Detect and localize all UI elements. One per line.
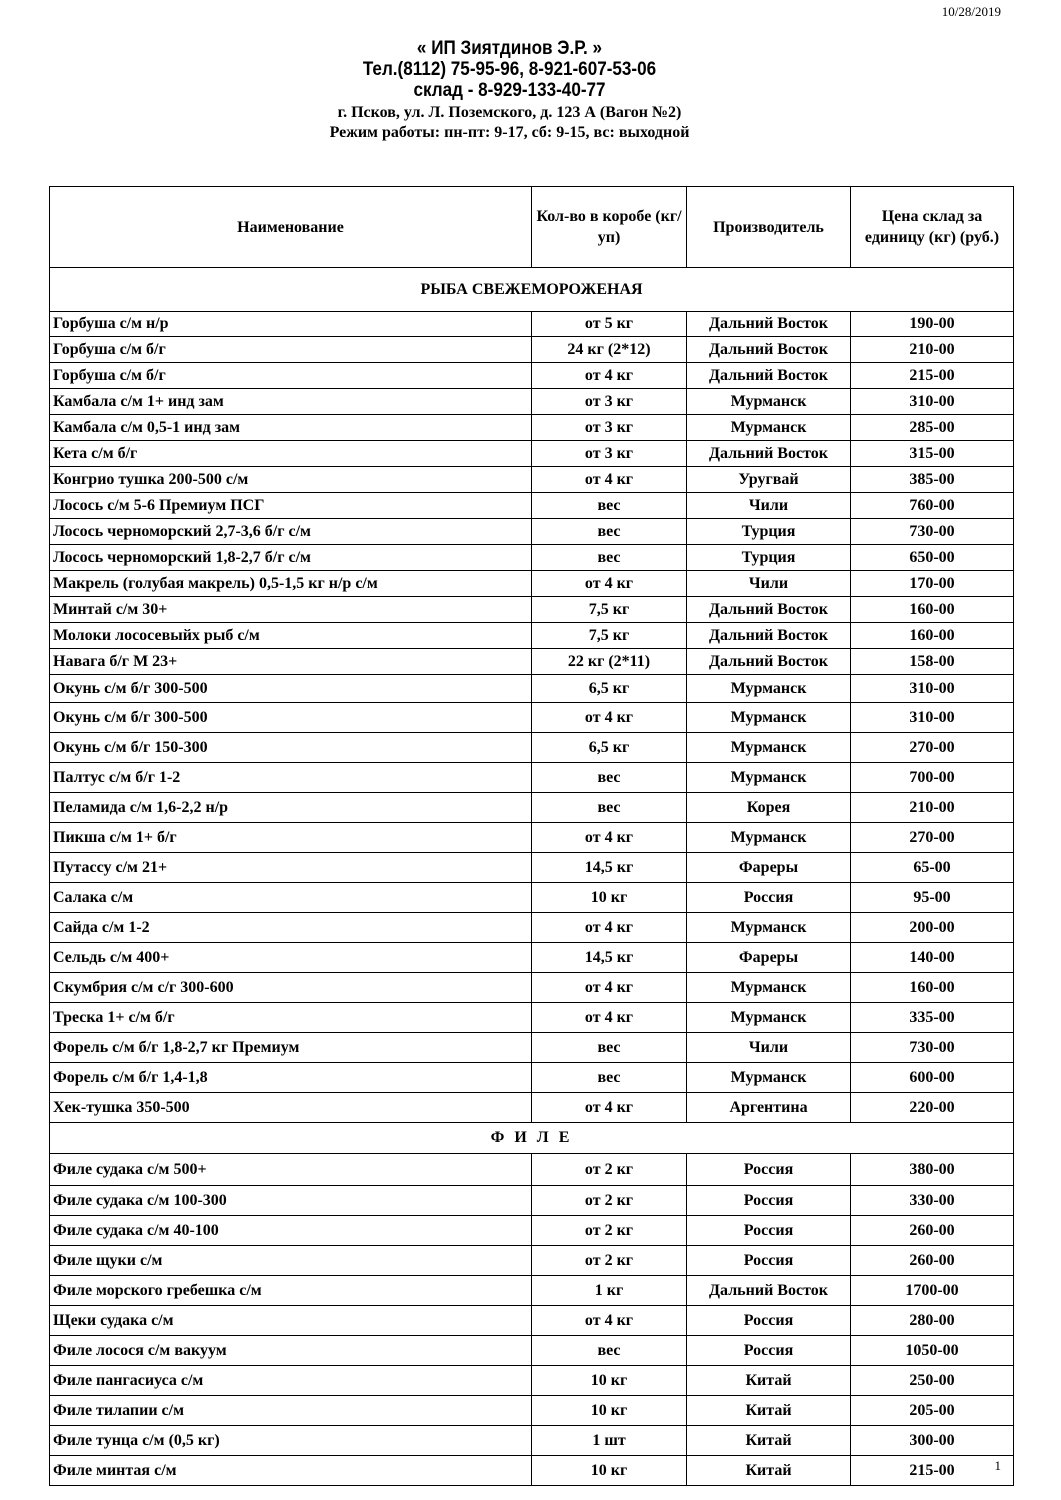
table-row <box>50 312 1014 337</box>
producer: Дальний Восток <box>687 363 851 389</box>
unit-price: 335-00 <box>851 1003 1014 1033</box>
product-name: Сайда с/м 1-2 <box>50 913 532 943</box>
box-quantity: 10 кг <box>532 883 687 913</box>
producer: Мурманск <box>687 733 851 763</box>
header-name: Наименование <box>50 187 532 268</box>
product-name: Кета с/м б/г <box>50 441 532 467</box>
box-quantity: 7,5 кг <box>532 623 687 649</box>
producer: Россия <box>687 1246 851 1276</box>
table-row <box>50 623 1014 649</box>
table-row <box>50 649 1014 675</box>
table-row <box>50 1396 1014 1426</box>
box-quantity: 14,5 кг <box>532 853 687 883</box>
table-row <box>50 1276 1014 1306</box>
product-name: Хек-тушка 350-500 <box>50 1093 532 1123</box>
table-row <box>50 467 1014 493</box>
table-row <box>50 973 1014 1003</box>
print-date: 10/28/2019 <box>941 4 1001 19</box>
product-name: Макрель (голубая макрель) 0,5-1,5 кг н/р с/м <box>50 571 532 597</box>
producer: Фареры <box>687 943 851 973</box>
product-name: Окунь с/м б/г 300-500 <box>50 675 532 703</box>
unit-price: 285-00 <box>851 415 1014 441</box>
table-row <box>50 1093 1014 1123</box>
box-quantity: 24 кг (2*12) <box>532 337 687 363</box>
product-name: Горбуша с/м н/р <box>50 312 532 337</box>
box-quantity: от 4 кг <box>532 823 687 853</box>
box-quantity: от 4 кг <box>532 913 687 943</box>
section-title: Ф И Л Е <box>50 1123 1014 1154</box>
product-name: Лосось черноморский 1,8-2,7 б/г с/м <box>50 545 532 571</box>
section-header-row <box>50 1123 1014 1154</box>
table-row <box>50 1366 1014 1396</box>
producer: Дальний Восток <box>687 597 851 623</box>
table-row <box>50 823 1014 853</box>
producer: Россия <box>687 1306 851 1336</box>
unit-price: 1700-00 <box>851 1276 1014 1306</box>
product-name: Филе судака с/м 40-100 <box>50 1216 532 1246</box>
box-quantity: от 3 кг <box>532 441 687 467</box>
box-quantity: вес <box>532 545 687 571</box>
warehouse-phone: склад - 8-929-133-40-77 <box>413 80 606 101</box>
box-quantity: 14,5 кг <box>532 943 687 973</box>
box-quantity: вес <box>532 1063 687 1093</box>
unit-price: 760-00 <box>851 493 1014 519</box>
table-row <box>50 441 1014 467</box>
box-quantity: от 4 кг <box>532 467 687 493</box>
producer: Китай <box>687 1426 851 1456</box>
unit-price: 160-00 <box>851 597 1014 623</box>
producer: Мурманск <box>687 763 851 793</box>
product-name: Конгрио тушка 200-500 с/м <box>50 467 532 493</box>
table-row <box>50 1336 1014 1366</box>
unit-price: 700-00 <box>851 763 1014 793</box>
unit-price: 650-00 <box>851 545 1014 571</box>
unit-price: 210-00 <box>851 337 1014 363</box>
product-name: Форель с/м б/г 1,4-1,8 <box>50 1063 532 1093</box>
product-name: Окунь с/м б/г 150-300 <box>50 733 532 763</box>
table-row <box>50 1456 1014 1486</box>
box-quantity: 10 кг <box>532 1396 687 1426</box>
table-row <box>50 571 1014 597</box>
box-quantity: от 4 кг <box>532 1093 687 1123</box>
table-row <box>50 597 1014 623</box>
unit-price: 730-00 <box>851 519 1014 545</box>
unit-price: 260-00 <box>851 1246 1014 1276</box>
box-quantity: от 4 кг <box>532 363 687 389</box>
unit-price: 95-00 <box>851 883 1014 913</box>
table-row <box>50 389 1014 415</box>
producer: Турция <box>687 519 851 545</box>
product-name: Сельдь с/м 400+ <box>50 943 532 973</box>
box-quantity: 1 шт <box>532 1426 687 1456</box>
unit-price: 310-00 <box>851 703 1014 733</box>
box-quantity: вес <box>532 519 687 545</box>
unit-price: 250-00 <box>851 1366 1014 1396</box>
product-name: Горбуша с/м б/г <box>50 363 532 389</box>
table-row <box>50 1306 1014 1336</box>
producer: Мурманск <box>687 703 851 733</box>
producer: Дальний Восток <box>687 649 851 675</box>
unit-price: 730-00 <box>851 1033 1014 1063</box>
producer: Корея <box>687 793 851 823</box>
table-row <box>50 763 1014 793</box>
producer: Мурманск <box>687 1003 851 1033</box>
table-row <box>50 733 1014 763</box>
producer: Дальний Восток <box>687 441 851 467</box>
box-quantity: 22 кг (2*11) <box>532 649 687 675</box>
unit-price: 310-00 <box>851 675 1014 703</box>
box-quantity: от 4 кг <box>532 1306 687 1336</box>
box-quantity: от 2 кг <box>532 1216 687 1246</box>
box-quantity: от 4 кг <box>532 973 687 1003</box>
box-quantity: от 2 кг <box>532 1246 687 1276</box>
unit-price: 300-00 <box>851 1426 1014 1456</box>
product-name: Щеки судака с/м <box>50 1306 532 1336</box>
product-name: Скумбрия с/м с/г 300-600 <box>50 973 532 1003</box>
product-name: Палтус с/м б/г 1-2 <box>50 763 532 793</box>
box-quantity: 1 кг <box>532 1276 687 1306</box>
unit-price: 158-00 <box>851 649 1014 675</box>
producer: Россия <box>687 1336 851 1366</box>
producer: Мурманск <box>687 913 851 943</box>
producer: Дальний Восток <box>687 337 851 363</box>
product-name: Окунь с/м б/г 300-500 <box>50 703 532 733</box>
box-quantity: от 2 кг <box>532 1186 687 1216</box>
section-title: РЫБА СВЕЖЕМОРОЖЕНАЯ <box>50 268 1014 312</box>
producer: Дальний Восток <box>687 1276 851 1306</box>
unit-price: 200-00 <box>851 913 1014 943</box>
product-name: Навага б/г М 23+ <box>50 649 532 675</box>
unit-price: 280-00 <box>851 1306 1014 1336</box>
header-maker: Производитель <box>687 187 851 268</box>
table-row <box>50 703 1014 733</box>
producer: Мурманск <box>687 415 851 441</box>
price-table <box>49 186 1014 1486</box>
unit-price: 1050-00 <box>851 1336 1014 1366</box>
product-name: Филе тунца с/м (0,5 кг) <box>50 1426 532 1456</box>
unit-price: 215-00 <box>851 1456 1014 1486</box>
table-header-row <box>50 187 1014 268</box>
box-quantity: от 4 кг <box>532 703 687 733</box>
table-row <box>50 1426 1014 1456</box>
producer: Мурманск <box>687 675 851 703</box>
box-quantity: 6,5 кг <box>532 733 687 763</box>
producer: Дальний Восток <box>687 312 851 337</box>
box-quantity: вес <box>532 1033 687 1063</box>
header-price: Цена склад за единицу (кг) (руб.) <box>851 187 1014 268</box>
box-quantity: от 4 кг <box>532 571 687 597</box>
unit-price: 210-00 <box>851 793 1014 823</box>
address-line: г. Псков, ул. Л. Поземского, д. 123 А (Вагон №2) <box>337 104 682 121</box>
producer: Турция <box>687 545 851 571</box>
table-row <box>50 1216 1014 1246</box>
page-number: 1 <box>994 1458 1001 1473</box>
box-quantity: вес <box>532 793 687 823</box>
unit-price: 160-00 <box>851 973 1014 1003</box>
producer: Чили <box>687 1033 851 1063</box>
unit-price: 385-00 <box>851 467 1014 493</box>
table-row <box>50 363 1014 389</box>
table-row <box>50 675 1014 703</box>
unit-price: 215-00 <box>851 363 1014 389</box>
unit-price: 270-00 <box>851 733 1014 763</box>
table-row <box>50 519 1014 545</box>
table-row <box>50 913 1014 943</box>
box-quantity: от 2 кг <box>532 1154 687 1186</box>
producer: Мурманск <box>687 389 851 415</box>
product-name: Пеламида с/м 1,6-2,2 н/р <box>50 793 532 823</box>
product-name: Лосось с/м 5-6 Премиум ПСГ <box>50 493 532 519</box>
box-quantity: 6,5 кг <box>532 675 687 703</box>
product-name: Лосось черноморский 2,7-3,6 б/г с/м <box>50 519 532 545</box>
unit-price: 600-00 <box>851 1063 1014 1093</box>
box-quantity: 10 кг <box>532 1366 687 1396</box>
producer: Чили <box>687 493 851 519</box>
table-row <box>50 337 1014 363</box>
product-name: Филе морского гребешка с/м <box>50 1276 532 1306</box>
producer: Китай <box>687 1456 851 1486</box>
product-name: Филе судака с/м 500+ <box>50 1154 532 1186</box>
table-body <box>50 268 1014 1486</box>
table-row <box>50 793 1014 823</box>
product-name: Филе щуки с/м <box>50 1246 532 1276</box>
producer: Аргентина <box>687 1093 851 1123</box>
producer: Мурманск <box>687 1063 851 1093</box>
product-name: Филе тилапии с/м <box>50 1396 532 1426</box>
table-row <box>50 883 1014 913</box>
header-qty: Кол-во в коробе (кг/уп) <box>532 187 687 268</box>
unit-price: 260-00 <box>851 1216 1014 1246</box>
unit-price: 190-00 <box>851 312 1014 337</box>
table-row <box>50 853 1014 883</box>
table-row <box>50 943 1014 973</box>
product-name: Филе лосося с/м вакуум <box>50 1336 532 1366</box>
box-quantity: от 5 кг <box>532 312 687 337</box>
product-name: Филе минтая с/м <box>50 1456 532 1486</box>
box-quantity: вес <box>532 763 687 793</box>
table-row <box>50 1033 1014 1063</box>
table-row <box>50 1246 1014 1276</box>
box-quantity: вес <box>532 493 687 519</box>
unit-price: 170-00 <box>851 571 1014 597</box>
box-quantity: вес <box>532 1336 687 1366</box>
producer: Россия <box>687 1154 851 1186</box>
producer: Фареры <box>687 853 851 883</box>
producer: Китай <box>687 1366 851 1396</box>
producer: Дальний Восток <box>687 623 851 649</box>
unit-price: 380-00 <box>851 1154 1014 1186</box>
product-name: Минтай с/м 30+ <box>50 597 532 623</box>
box-quantity: от 3 кг <box>532 415 687 441</box>
producer: Мурманск <box>687 973 851 1003</box>
box-quantity: 7,5 кг <box>532 597 687 623</box>
product-name: Форель с/м б/г 1,8-2,7 кг Премиум <box>50 1033 532 1063</box>
table-row <box>50 1154 1014 1186</box>
table-row <box>50 493 1014 519</box>
section-header-row <box>50 268 1014 312</box>
unit-price: 330-00 <box>851 1186 1014 1216</box>
product-name: Камбала с/м 0,5-1 инд зам <box>50 415 532 441</box>
box-quantity: от 3 кг <box>532 389 687 415</box>
unit-price: 220-00 <box>851 1093 1014 1123</box>
phone-line: Тел.(8112) 75-95-96, 8-921-607-53-06 <box>362 59 657 80</box>
document-header <box>0 38 1019 143</box>
unit-price: 205-00 <box>851 1396 1014 1426</box>
table-row <box>50 415 1014 441</box>
unit-price: 270-00 <box>851 823 1014 853</box>
producer: Россия <box>687 1216 851 1246</box>
product-name: Путассу с/м 21+ <box>50 853 532 883</box>
unit-price: 310-00 <box>851 389 1014 415</box>
producer: Китай <box>687 1396 851 1426</box>
table-row <box>50 545 1014 571</box>
box-quantity: 10 кг <box>532 1456 687 1486</box>
product-name: Филе судака с/м 100-300 <box>50 1186 532 1216</box>
producer: Россия <box>687 1186 851 1216</box>
producer: Уругвай <box>687 467 851 493</box>
product-name: Горбуша с/м б/г <box>50 337 532 363</box>
producer: Мурманск <box>687 823 851 853</box>
table-row <box>50 1003 1014 1033</box>
unit-price: 140-00 <box>851 943 1014 973</box>
producer: Россия <box>687 883 851 913</box>
producer: Чили <box>687 571 851 597</box>
table-row <box>50 1063 1014 1093</box>
product-name: Молоки лососевыйх рыб с/м <box>50 623 532 649</box>
product-name: Камбала с/м 1+ инд зам <box>50 389 532 415</box>
box-quantity: от 4 кг <box>532 1003 687 1033</box>
unit-price: 160-00 <box>851 623 1014 649</box>
working-hours: Режим работы: пн-пт: 9-17, сб: 9-15, вс: выходной <box>329 124 690 141</box>
product-name: Пикша с/м 1+ б/г <box>50 823 532 853</box>
unit-price: 315-00 <box>851 441 1014 467</box>
unit-price: 65-00 <box>851 853 1014 883</box>
product-name: Треска 1+ с/м б/г <box>50 1003 532 1033</box>
company-name: « ИП Зиятдинов Э.Р. » <box>416 38 603 59</box>
table-row <box>50 1186 1014 1216</box>
product-name: Салака с/м <box>50 883 532 913</box>
product-name: Филе пангасиуса с/м <box>50 1366 532 1396</box>
